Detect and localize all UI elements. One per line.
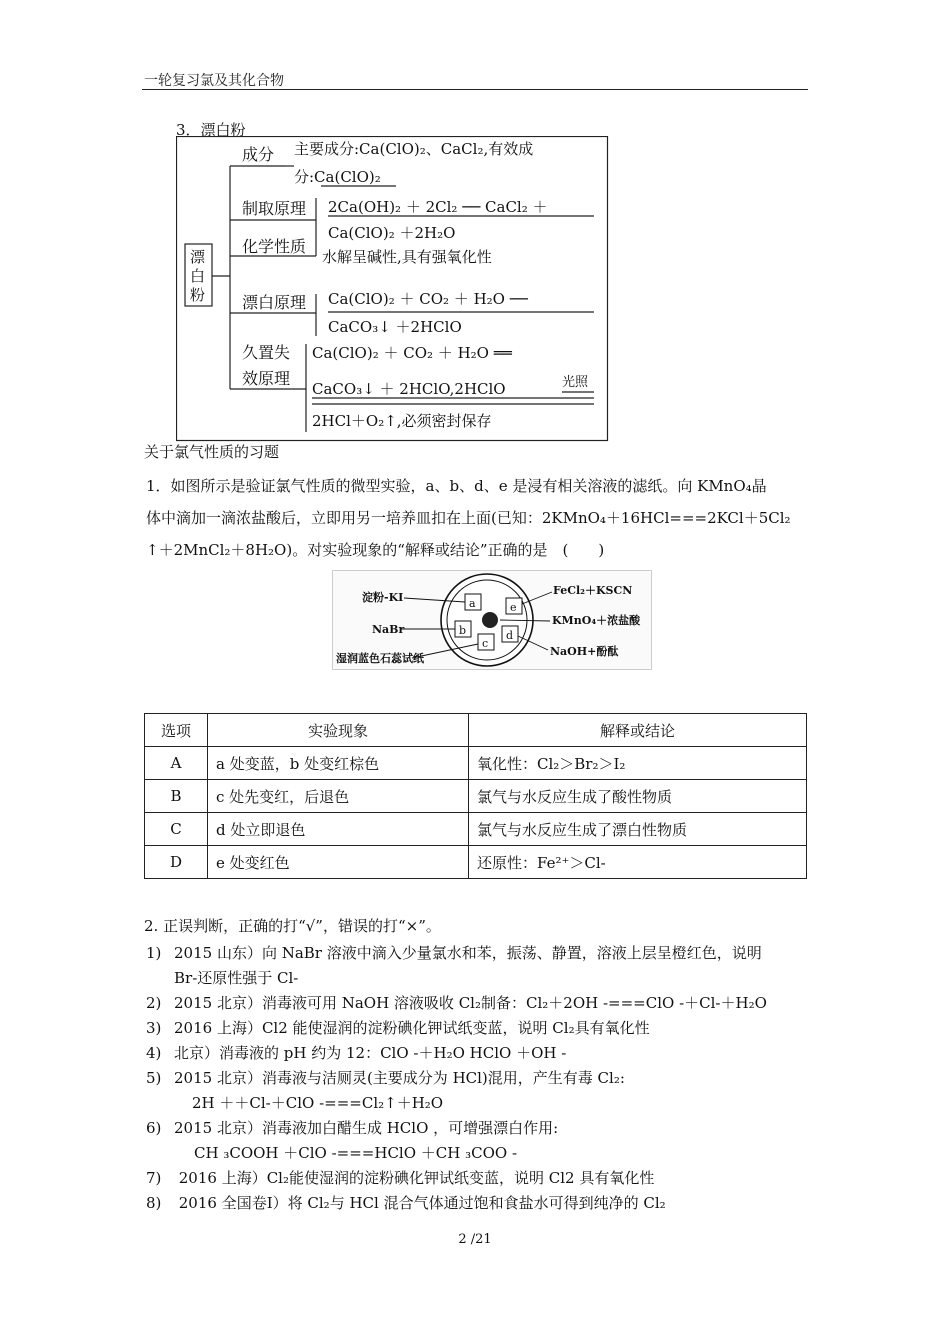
table-row [145, 846, 807, 879]
table-cell-option: B [145, 780, 208, 813]
branch-bleaching-line2: CaCO₃↓ ＋2HClO [328, 318, 462, 336]
q2-item [192, 1092, 443, 1113]
label-kmno4-hcl: KMnO₄＋浓盐酸 [552, 614, 641, 627]
branch-failure-condition: 光照 [562, 375, 589, 390]
bleaching-powder-diagram [176, 136, 610, 442]
branch-label-chemical: 化学性质 [242, 237, 307, 256]
q2-item [146, 1117, 558, 1138]
q2-item [146, 942, 762, 963]
q2-item-text: 2016 上海）Cl₂能使湿润的淀粉碘化钾试纸变蓝，说明 Cl2 具有氧化性 [174, 1169, 655, 1187]
table-cell-conclusion: 氯气与水反应生成了酸性物质 [469, 780, 807, 813]
q2-item-text: 2015 北京）消毒液可用 NaOH 溶液吸收 Cl₂制备：Cl₂＋2OH -===ClO -＋Cl-＋H₂O [174, 994, 767, 1012]
branch-preparation-line1: 2Ca(OH)₂ ＋ 2Cl₂ ── CaCl₂ ＋ [328, 198, 548, 216]
table-row [145, 780, 807, 813]
table-cell-option: D [145, 846, 208, 879]
branch-label-failure-1: 久置失 [242, 343, 291, 362]
table-cell-option: A [145, 747, 208, 780]
table-row [145, 813, 807, 846]
root-char-1: 漂 [190, 248, 206, 266]
page-number: 2 /21 [458, 1232, 492, 1247]
paper-a-label: a [469, 597, 476, 610]
table-header-cell: 选项 [145, 714, 208, 747]
table-row [145, 747, 807, 780]
table-header-row [145, 714, 807, 747]
branch-composition-line2: 分:Ca(ClO)₂ [294, 168, 381, 186]
branch-composition-line1: 主要成分:Ca(ClO)₂、CaCl₂,有效成 [294, 140, 534, 158]
branch-failure-line2: CaCO₃↓ ＋ 2HClO,2HClO [312, 380, 506, 398]
paper-b-label: b [459, 624, 467, 637]
options-table [144, 713, 807, 879]
q2-item-text: 2H ＋＋Cl-＋ClO -===Cl₂↑＋H₂O [192, 1094, 444, 1112]
page-header-title: 一轮复习氯及其化合物 [144, 73, 284, 89]
q2-item-number: 3) [146, 1019, 162, 1037]
q1-line3: ↑＋2MnCl₂＋8H₂O)。对实验现象的“解释或结论”正确的是 ( ) [146, 541, 605, 559]
table-cell-phenomenon: d 处立即退色 [208, 813, 469, 846]
label-starch-ki: 淀粉-KI [362, 591, 404, 604]
branch-label-preparation: 制取原理 [242, 199, 307, 218]
q2-item-text: 2015 山东）向 NaBr 溶液中滴入少量氯水和苯，振荡、静置，溶液上层呈橙红色，说明 [174, 944, 762, 962]
q2-item-number: 1) [146, 944, 162, 962]
paper-e-label: e [510, 601, 517, 614]
q2-item-number: 6) [146, 1119, 162, 1137]
branch-failure-line1: Ca(ClO)₂ ＋ CO₂ ＋ H₂O ══ [312, 344, 512, 362]
paper-d-label: d [506, 629, 514, 642]
q2-item [146, 1042, 566, 1063]
table-cell-phenomenon: a 处变蓝，b 处变红棕色 [208, 747, 469, 780]
label-nabr: NaBr [372, 623, 405, 636]
experiment-figure [332, 570, 652, 670]
exercise-heading: 关于氯气性质的习题 [144, 443, 280, 461]
label-fecl2-kscn: FeCl₂＋KSCN [553, 584, 633, 597]
section-title: 3．漂白粉 [176, 121, 246, 139]
q2-title: 2. 正误判断，正确的打“√”，错误的打“×”。 [144, 917, 441, 935]
q2-item-text: 北京）消毒液的 pH 约为 12：ClO -＋H₂O HClO ＋OH - [174, 1044, 567, 1062]
table-cell-phenomenon: c 处先变红，后退色 [208, 780, 469, 813]
table-cell-conclusion: 氧化性：Cl₂＞Br₂＞I₂ [469, 747, 807, 780]
branch-label-failure-2: 效原理 [242, 369, 291, 388]
q2-item [146, 1067, 625, 1088]
branch-preparation-line2: Ca(ClO)₂ ＋2H₂O [328, 224, 456, 242]
q2-item-text: CH ₃COOH ＋ClO -===HClO ＋CH ₃COO - [194, 1144, 518, 1162]
q2-item-text: 2015 北京）消毒液与洁厕灵(主要成分为 HCl)混用，产生有毒 Cl₂: [174, 1069, 625, 1087]
table-header-cell: 解释或结论 [469, 714, 807, 747]
paper-c-label: c [482, 637, 489, 650]
table-cell-conclusion: 还原性：Fe²⁺＞Cl- [469, 846, 807, 879]
label-naoh-phenolphthalein: NaOH+酚酞 [550, 645, 619, 658]
q1-line1: 1．如图所示是验证氯气性质的微型实验，a、b、d、e 是浸有相关溶液的滤纸。向 KMnO₄晶 [146, 477, 767, 495]
q2-item-number: 2) [146, 994, 162, 1012]
table-header-cell: 实验现象 [208, 714, 469, 747]
branch-bleaching-line1: Ca(ClO)₂ ＋ CO₂ ＋ H₂O ── [328, 290, 528, 308]
q2-item [146, 1192, 666, 1213]
header-rule [142, 89, 808, 90]
q2-item-number: 8) [146, 1194, 162, 1212]
table-cell-option: C [145, 813, 208, 846]
q2-item [146, 1017, 650, 1038]
table-cell-phenomenon: e 处变红色 [208, 846, 469, 879]
q2-item-number: 5) [146, 1069, 162, 1087]
branch-label-bleaching: 漂白原理 [242, 293, 307, 312]
q1-line2: 体中滴加一滴浓盐酸后，立即用另一培养皿扣在上面(已知：2KMnO₄＋16HCl===2KCl＋5Cl₂ [146, 509, 791, 527]
q2-item-number: 4) [146, 1044, 162, 1062]
root-char-3: 粉 [190, 286, 206, 304]
q2-item-text: Br-还原性强于 Cl- [174, 969, 299, 987]
root-char-2: 白 [190, 267, 206, 285]
q2-item-number: 7) [146, 1169, 162, 1187]
q2-item-text: 2016 上海）Cl2 能使湿润的淀粉碘化钾试纸变蓝，说明 Cl₂具有氧化性 [174, 1019, 650, 1037]
label-litmus: 湿润蓝色石蕊试纸 [336, 652, 424, 665]
branch-chemical-line1: 水解呈碱性,具有强氧化性 [322, 248, 492, 266]
q2-item [146, 1167, 654, 1188]
table-cell-conclusion: 氯气与水反应生成了漂白性物质 [469, 813, 807, 846]
branch-label-composition: 成分 [242, 145, 275, 164]
q2-item [194, 1142, 517, 1163]
q2-item-text: 2015 北京）消毒液加白醋生成 HClO ，可增强漂白作用: [174, 1119, 559, 1137]
kmno4-crystal [482, 612, 498, 628]
q2-item [146, 992, 767, 1013]
branch-failure-line3: 2HCl＋O₂↑,必须密封保存 [312, 412, 492, 430]
q2-item [146, 967, 298, 988]
q2-item-text: 2016 全国卷Ⅰ）将 Cl₂与 HCl 混合气体通过饱和食盐水可得到纯净的 Cl₂ [174, 1194, 666, 1212]
